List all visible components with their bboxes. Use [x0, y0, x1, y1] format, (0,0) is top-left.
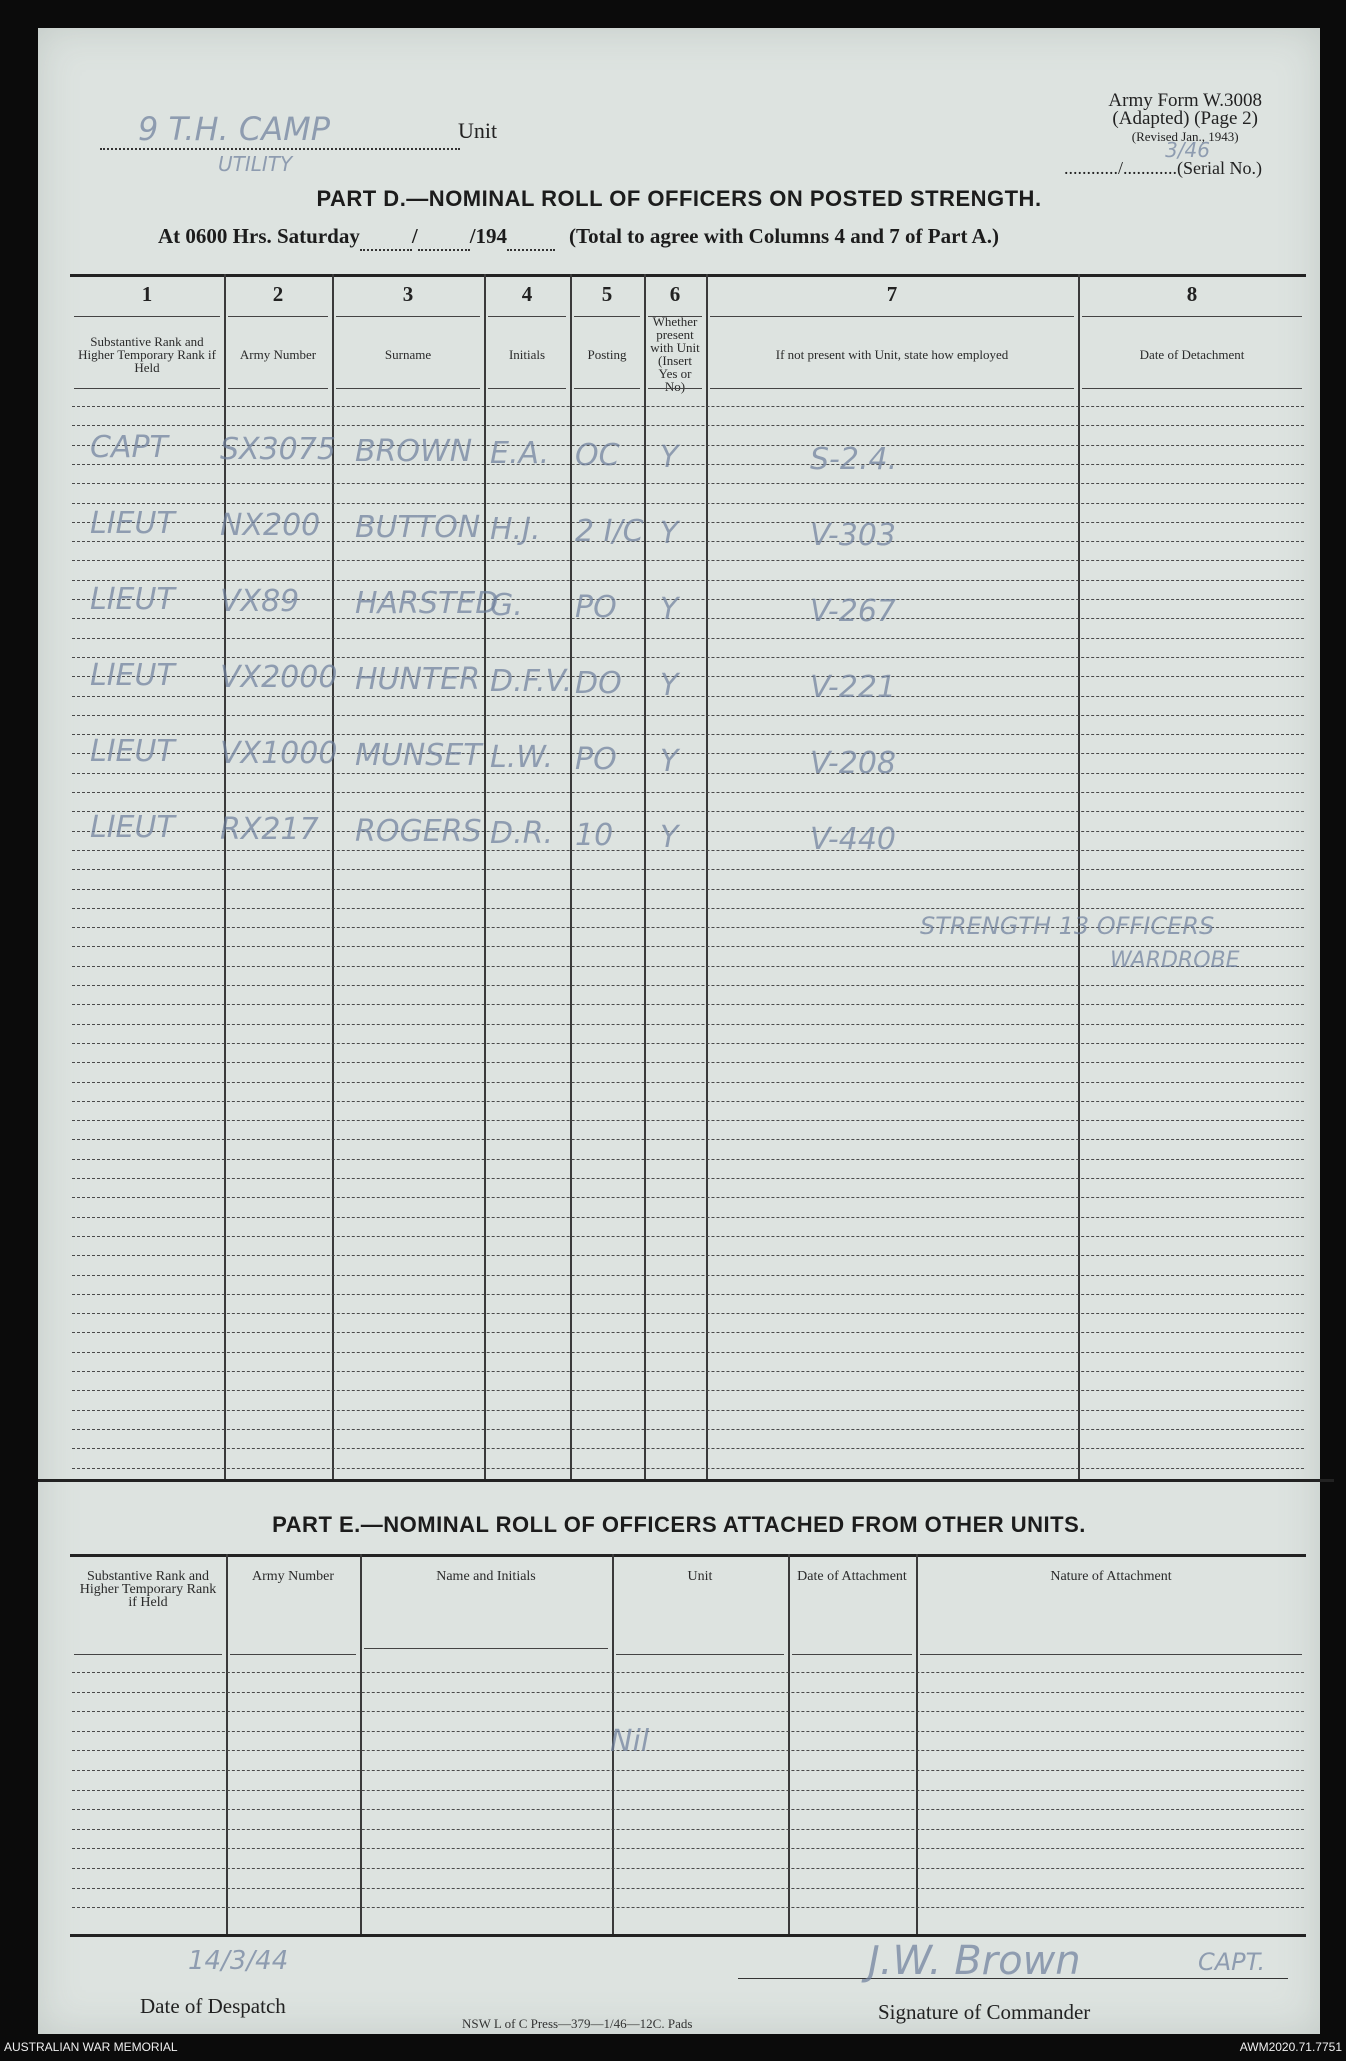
part-e-row [72, 1868, 1304, 1869]
handwritten-entry: BUTTON [355, 510, 481, 545]
form-number-line1: Army Form W.3008 [1108, 90, 1262, 111]
column-head-rule [710, 316, 1074, 317]
part-d-table [70, 274, 1306, 1484]
handwritten-entry: D.F.V. [490, 664, 573, 699]
handwritten-entry: 10 [575, 818, 614, 853]
column-number: 7 [886, 282, 898, 306]
table-row [72, 1197, 1304, 1198]
table-row [72, 1120, 1304, 1121]
handwritten-capt: CAPT. [1198, 1948, 1266, 1976]
column-number: 4 [521, 282, 533, 306]
handwritten-entry: HUNTER [355, 662, 481, 697]
part-d-bottom-rule [38, 1479, 1334, 1482]
table-row [72, 1294, 1304, 1295]
part-e-head-bottom [616, 1654, 784, 1655]
table-row [72, 580, 1304, 581]
handwritten-entry: RX217 [220, 812, 319, 847]
handwritten-entry: BROWN [355, 434, 473, 469]
day-blank [360, 224, 412, 251]
handwritten-entry: G. [490, 588, 523, 623]
part-e-column-divider [226, 1554, 228, 1934]
handwritten-entry: LIEUT [90, 506, 175, 541]
table-row [72, 734, 1304, 735]
handwritten-entry: Y [660, 440, 679, 475]
handwritten-entry: HARSTED [355, 586, 499, 621]
table-row [72, 638, 1304, 639]
table-row [72, 696, 1304, 697]
table-row [72, 1332, 1304, 1333]
column-head-bottom [710, 388, 1074, 389]
handwritten-entry: LIEUT [90, 658, 175, 693]
handwritten-note: STRENGTH 13 OFFICERS [920, 912, 1215, 940]
handwritten-entry: ROGERS [355, 814, 482, 849]
part-e-column-divider [916, 1554, 918, 1934]
table-row [72, 483, 1304, 484]
column-heading: Surname [384, 346, 432, 362]
part-e-head-bottom [230, 1654, 356, 1655]
column-head-bottom [488, 388, 566, 389]
part-e-row [72, 1848, 1304, 1849]
handwritten-entry: CAPT [90, 430, 168, 465]
unit-label: Unit [458, 118, 498, 143]
table-row [72, 1429, 1304, 1430]
handwritten-entry: Y [660, 668, 679, 703]
handwritten-nil: Nil [610, 1724, 650, 1759]
part-e-head-bottom [792, 1654, 912, 1655]
part-d-top-rule [70, 274, 1306, 277]
table-row [72, 1448, 1304, 1449]
column-number: 2 [272, 282, 284, 306]
handwritten-entry: Y [660, 744, 679, 779]
table-row [72, 1178, 1304, 1179]
part-d-column-divider [706, 274, 708, 1479]
part-e-bottom-rule [70, 1934, 1306, 1937]
part-d-column-divider [484, 274, 486, 1479]
column-head-rule [74, 316, 220, 317]
table-row [72, 1371, 1304, 1372]
handwritten-entry: DO [575, 666, 622, 701]
handwritten-entry: V-208 [810, 746, 897, 781]
part-e-row [72, 1711, 1304, 1712]
subtitle-year: /194 [469, 224, 508, 248]
table-row [72, 889, 1304, 890]
part-e-row [72, 1888, 1304, 1889]
column-head-bottom [574, 388, 640, 389]
handwritten-entry: Y [660, 820, 679, 855]
caption-accession: AWM2020.71.7751 [1239, 2040, 1342, 2054]
part-d-column-divider [1078, 274, 1080, 1479]
part-e-row [72, 1731, 1304, 1732]
handwritten-entry: LIEUT [90, 810, 175, 845]
handwritten-entry: LIEUT [90, 734, 175, 769]
handwritten-entry: V-221 [810, 670, 897, 705]
table-row [72, 1390, 1304, 1391]
table-row [72, 715, 1304, 716]
column-heading: If not present with Unit, state how employed [775, 346, 1009, 362]
table-row [72, 406, 1304, 407]
handwritten-entry: D.R. [490, 816, 554, 851]
handwritten-signature: J.W. Brown [868, 1938, 1081, 1984]
table-row [72, 1024, 1304, 1025]
handwritten-entry: VX2000 [220, 660, 338, 695]
column-heading: Posting [587, 346, 627, 362]
table-row [72, 425, 1304, 426]
part-e-row [72, 1907, 1304, 1908]
table-row [72, 1004, 1304, 1005]
part-e-column-heading: Unit [687, 1569, 713, 1584]
handwritten-entry: S-2.4. [810, 442, 898, 477]
table-row [72, 560, 1304, 561]
part-e-row [72, 1790, 1304, 1791]
part-e-head-bottom [920, 1654, 1302, 1655]
part-d-subtitle [158, 224, 999, 251]
table-row [72, 503, 1304, 504]
handwritten-entry: Y [660, 516, 679, 551]
subtitle-total: (Total to agree with Columns 4 and 7 of Part A.) [569, 224, 999, 248]
part-e-row [72, 1750, 1304, 1751]
month-blank [418, 224, 470, 251]
handwritten-entry: PO [575, 590, 617, 625]
column-head-bottom [648, 388, 702, 389]
handwritten-entry: H.J. [490, 512, 541, 547]
table-row [72, 1217, 1304, 1218]
part-e-row [72, 1770, 1304, 1771]
table-row [72, 1236, 1304, 1237]
column-heading: Army Number [239, 346, 317, 362]
column-heading: Whether present with Unit (Insert Yes or No) [650, 314, 700, 394]
column-head-rule [1082, 316, 1302, 317]
column-number: 3 [402, 282, 414, 306]
column-number: 8 [1186, 282, 1198, 306]
table-row [72, 1275, 1304, 1276]
column-heading: Substantive Rank and Higher Temporary Rank if Held [78, 333, 216, 375]
column-heading: Date of Detachment [1139, 346, 1245, 362]
table-row [72, 1255, 1304, 1256]
part-e-table [70, 1554, 1306, 1944]
table-row [72, 1352, 1304, 1353]
handwritten-note: WARDROBE [1110, 948, 1240, 973]
column-head-rule [574, 316, 640, 317]
part-e-column-heading: Name and Initials [436, 1569, 536, 1584]
handwritten-date: 14/3/44 [188, 1946, 289, 1976]
column-heading: Initials [508, 346, 546, 362]
handwritten-entry: VX1000 [220, 736, 338, 771]
part-e-top-rule [70, 1554, 1306, 1557]
part-e-head-bottom [74, 1654, 222, 1655]
table-row [72, 908, 1304, 909]
table-row [72, 1082, 1304, 1083]
handwritten-entry: PO [575, 742, 617, 777]
form-number-line2: (Adapted) (Page 2) [1112, 108, 1258, 129]
date-of-despatch-label: Date of Despatch [140, 1994, 286, 2018]
form-revised: (Revised Jan., 1943) [1131, 129, 1239, 144]
table-row [72, 1468, 1304, 1469]
column-head-rule [336, 316, 480, 317]
part-e-row [72, 1809, 1304, 1810]
part-e-head-bottom [364, 1648, 608, 1649]
serial-number-field: ............/............(Serial No.) [1064, 158, 1262, 178]
table-row [72, 792, 1304, 793]
handwritten-entry: V-303 [810, 518, 897, 553]
table-row [72, 1313, 1304, 1314]
caption-institution: AUSTRALIAN WAR MEMORIAL [4, 2040, 178, 2054]
part-e-row [72, 1672, 1304, 1673]
handwritten-entry: MUNSET [355, 738, 482, 773]
part-e-row [72, 1692, 1304, 1693]
handwritten-unit-sub: UTILITY [218, 152, 293, 176]
handwritten-entry: NX200 [220, 508, 321, 543]
column-number: 5 [601, 282, 613, 306]
part-e-column-heading: Substantive Rank and Higher Temporary Rank if Held [79, 1569, 217, 1610]
column-head-bottom [228, 388, 328, 389]
part-e-column-heading: Date of Attachment [797, 1569, 907, 1584]
part-e-column-heading: Nature of Attachment [1050, 1569, 1172, 1584]
table-row [72, 1139, 1304, 1140]
handwritten-entry: L.W. [490, 740, 554, 775]
table-row [72, 985, 1304, 986]
table-row [72, 1101, 1304, 1102]
handwritten-entry: E.A. [490, 436, 550, 471]
subtitle-slash: / [411, 224, 418, 248]
handwritten-entry: V-440 [810, 822, 897, 857]
signature-label: Signature of Commander [878, 2000, 1091, 2024]
column-head-rule [488, 316, 566, 317]
column-head-bottom [336, 388, 480, 389]
table-row [72, 657, 1304, 658]
table-row [72, 1410, 1304, 1411]
handwritten-entry: 2 I/C [575, 514, 644, 549]
handwritten-entry: VX89 [220, 584, 300, 619]
handwritten-entry: Y [660, 592, 679, 627]
table-row [72, 773, 1304, 774]
part-e-column-divider [788, 1554, 790, 1934]
handwritten-serial: 3/46 [1165, 138, 1210, 162]
table-row [72, 1159, 1304, 1160]
part-d-column-divider [644, 274, 646, 1479]
part-d-title: PART D.—NOMINAL ROLL OF OFFICERS ON POSTED STRENGTH. [316, 186, 1042, 211]
part-d-column-divider [570, 274, 572, 1479]
year-blank [507, 224, 555, 251]
column-head-bottom [74, 388, 220, 389]
handwritten-entry: V-267 [810, 594, 897, 629]
part-e-column-heading: Army Number [251, 1569, 335, 1584]
column-head-bottom [1082, 388, 1302, 389]
column-number: 6 [669, 282, 681, 306]
part-e-title: PART E.—NOMINAL ROLL OF OFFICERS ATTACHED FROM OTHER UNITS. [272, 1512, 1086, 1537]
handwritten-entry: OC [575, 438, 620, 473]
form-page [38, 28, 1320, 2034]
table-row [72, 1043, 1304, 1044]
handwritten-unit: 9 T.H. CAMP [138, 110, 330, 148]
press-imprint: NSW L of C Press—379—1/46—12C. Pads [462, 2016, 693, 2031]
part-e-row [72, 1829, 1304, 1830]
table-row [72, 869, 1304, 870]
table-row [72, 1062, 1304, 1063]
column-head-rule [228, 316, 328, 317]
column-number: 1 [141, 282, 153, 306]
handwritten-entry: LIEUT [90, 582, 175, 617]
subtitle-time: At 0600 Hrs. Saturday [158, 224, 360, 248]
part-e-column-divider [360, 1554, 362, 1934]
handwritten-entry: SX3075 [220, 432, 336, 467]
table-row [72, 850, 1304, 851]
